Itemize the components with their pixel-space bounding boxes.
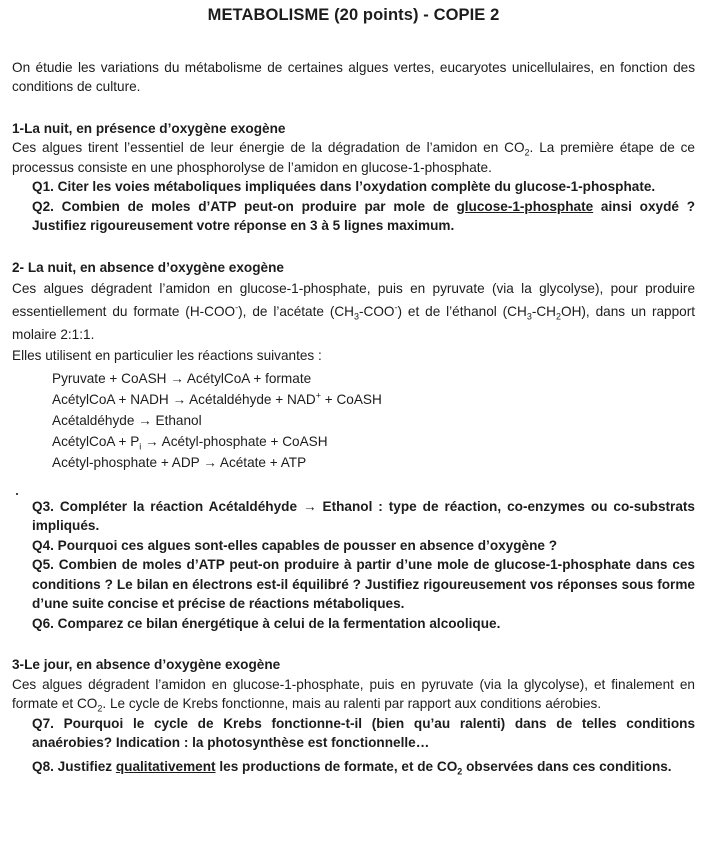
- question-q8: Q8. Justifiez qualitativement les productions de formate, et de $CO_2$ observées dans ces conditions.: [32, 758, 672, 777]
- section-3-text: Ces algues dégradent l’amidon en glucose-1-phosphate, puis en pyruvate (via la glycolyse), et finalement en formate et $CO_2$. Le cycle de Krebs fonctionne, mais au ralenti par rapport aux conditions aérobies.: [12, 676, 695, 714]
- section-1-heading: 1-La nuit, en présence d’oxygène exogène: [12, 120, 286, 136]
- reaction-3: Acétaldéhyde → Ethanol: [52, 412, 202, 428]
- scan-speck: [16, 493, 18, 495]
- reaction-1: Pyruvate + CoASH → AcétylCoA + formate: [52, 370, 312, 386]
- question-q5: Q5. Combien de moles d’ATP peut-on produire à partir d’une mole de glucose-1-phosphate dans ces conditions ? Le bilan en électrons est-il équilibré ? Justifiez rigoureusement vos réponses sous forme d’une suite concise et précise de réactions métaboliques.: [32, 557, 695, 611]
- reaction-5: Acétyl-phosphate + ADP → Acétate + ATP: [52, 454, 307, 470]
- section-2-heading: 2- La nuit, en absence d’oxygène exogène: [12, 259, 284, 275]
- reaction-2: AcétylCoA + NADH → Acétaldéhyde + NAD+ + CoASH: [52, 389, 382, 407]
- question-q2: Q2. Combien de moles d’ATP peut-on produire par mole de glucose-1-phosphate ainsi oxydé ? Justifiez rigoureusement votre réponse en 3 à 5 lignes maximum.: [32, 198, 695, 233]
- section-2-text: Ces algues dégradent l’amidon en glucose-1-phosphate, puis en pyruvate (via la glycolyse), pour produire essentiellement du formate (H-COO-), de l’acétate $(CH_3-COO^-)$ et de l’éthanol $(CH_3-CH_2OH)$, dans un rapport molaire 2:1:1.: [12, 281, 696, 342]
- question-q4: Q4. Pourquoi ces algues sont-elles capables de pousser en absence d’oxygène ?: [32, 537, 558, 553]
- question-q1: Q1. Citer les voies métaboliques impliquées dans l’oxydation complète du glucose-1-phosphate.: [32, 179, 656, 194]
- intro-paragraph: On étudie les variations du métabolisme de certaines algues vertes, eucaryotes unicellulaires, en fonction des conditions de culture.: [12, 59, 695, 94]
- reaction-list: [12, 368, 695, 473]
- section-3-heading: 3-Le jour, en absence d’oxygène exogène: [12, 657, 281, 672]
- page-title: METABOLISME (20 points) - COPIE 2: [207, 6, 500, 24]
- reaction-4: AcétylCoA + $P_i$ → Acétyl-phosphate + CoASH: [52, 433, 328, 452]
- question-q3: Q3. Compléter la réaction Acétaldéhyde → Ethanol : type de réaction, co-enzymes ou co-substrats impliqués.: [32, 498, 695, 533]
- question-q6: Q6. Comparez ce bilan énergétique à celui de la fermentation alcoolique.: [32, 615, 501, 631]
- question-q7: Q7. Pourquoi le cycle de Krebs fonctionne-t-il (bien qu’au ralenti) dans de telles conditions anaérobies? Indication : la photosynthèse est fonctionnelle…: [32, 715, 695, 750]
- section-1-text: Ces algues tirent l’essentiel de leur énergie de la dégradation de l’amidon en $CO_2$. La première étape de ce processus consiste en une phosphorolyse de l’amidon en glucose-1-phosphate.: [12, 140, 695, 175]
- reactions-intro: Elles utilisent en particulier les réactions suivantes :: [12, 348, 322, 363]
